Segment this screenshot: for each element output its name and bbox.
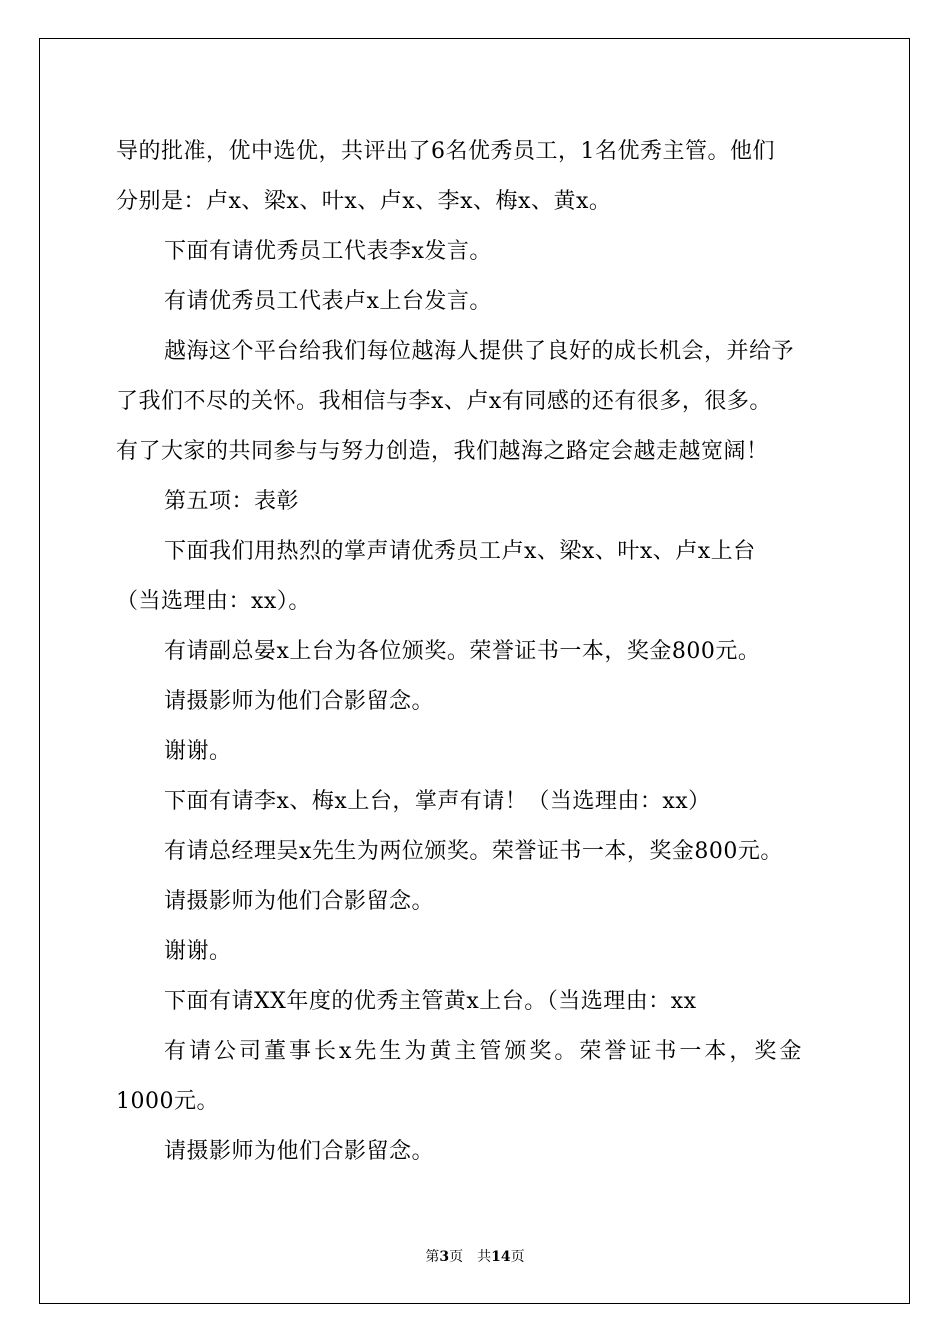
total-page-number: 14 <box>491 1249 511 1265</box>
total-label-suffix: 页 <box>510 1249 525 1265</box>
paragraph-line: 越海这个平台给我们每位越海人提供了良好的成长机会，并给予 <box>164 339 795 364</box>
paragraph-line: 请摄影师为他们合影留念。 <box>164 889 435 914</box>
paragraph-line: 导的批准，优中选优，共评出了6名优秀员工，1名优秀主管。他们 <box>116 139 775 164</box>
paragraph-line: 请摄影师为他们合影留念。 <box>164 1139 435 1164</box>
paragraph-line: 有请公司董事长x先生为黄主管颁奖。荣誉证书一本，奖金 <box>164 1039 805 1064</box>
paragraph-line: 有了大家的共同参与与努力创造，我们越海之路定会越走越宽阔！ <box>116 439 769 464</box>
current-page-number: 3 <box>439 1249 450 1265</box>
paragraph-line: 请摄影师为他们合影留念。 <box>164 689 435 714</box>
paragraph-line: 1000元。 <box>116 1089 219 1114</box>
paragraph-line: 有请优秀员工代表卢x上台发言。 <box>164 289 492 314</box>
section-heading: 第五项：表彰 <box>164 489 300 514</box>
paragraph-line: 有请副总晏x上台为各位颁奖。荣誉证书一本，奖金800元。 <box>164 639 761 664</box>
paragraph-line: 下面我们用热烈的掌声请优秀员工卢x、梁x、叶x、卢x上台 <box>164 539 756 564</box>
paragraph-line: 谢谢。 <box>164 739 232 764</box>
paragraph-line: （当选理由：xx）。 <box>116 589 311 614</box>
paragraph-line: 谢谢。 <box>164 939 232 964</box>
paragraph-line: 了我们不尽的关怀。我相信与李x、卢x有同感的还有很多，很多。 <box>116 389 772 414</box>
paragraph-line: 有请总经理吴x先生为两位颁奖。荣誉证书一本，奖金800元。 <box>164 839 783 864</box>
page-label-suffix: 页 <box>449 1249 464 1265</box>
paragraph-line: 下面有请李x、梅x上台，掌声有请！（当选理由：xx） <box>164 789 711 814</box>
paragraph-line: 下面有请优秀员工代表李x发言。 <box>164 239 492 264</box>
page-label-prefix: 第 <box>425 1249 440 1265</box>
total-label-prefix: 共 <box>477 1249 492 1265</box>
document-body <box>116 127 836 1177</box>
page-footer <box>0 1246 950 1266</box>
paragraph-line: 分别是：卢x、梁x、叶x、卢x、李x、梅x、黄x。 <box>116 189 612 214</box>
paragraph-line: 下面有请XX年度的优秀主管黄x上台。（当选理由：xx <box>164 989 697 1014</box>
